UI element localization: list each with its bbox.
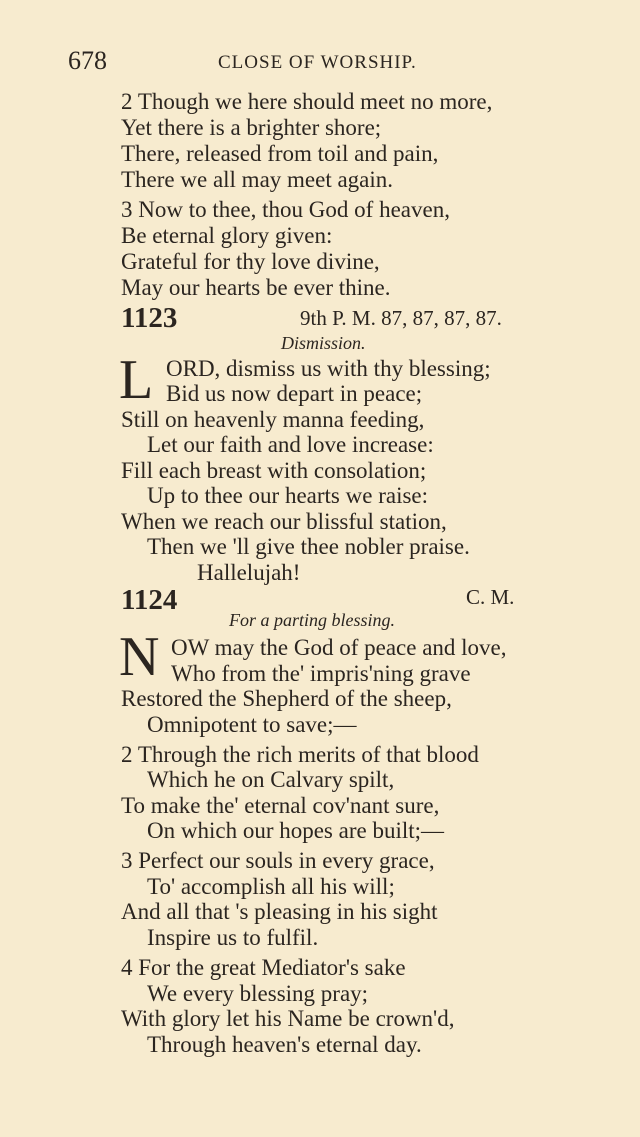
page-number: 678 — [68, 46, 107, 75]
verse-line: Up to thee our hearts we raise: — [147, 483, 429, 508]
verse-line: Through heaven's eternal day. — [147, 1032, 422, 1057]
verse-line: Bid us now depart in peace; — [166, 381, 423, 406]
running-title: CLOSE OF WORSHIP. — [218, 52, 417, 73]
hymn-title: For a parting blessing. — [229, 610, 396, 630]
verse-line: 4 For the great Mediator's sake — [121, 955, 406, 980]
verse-line: 2 Though we here should meet no more, — [121, 89, 493, 114]
verse-line: 3 Perfect our souls in every grace, — [121, 848, 435, 873]
verse-line: We every blessing pray; — [147, 981, 369, 1006]
drop-cap: N — [119, 626, 160, 688]
verse-line: Fill each breast with consolation; — [121, 458, 427, 483]
hymn-meter: 9th P. M. 87, 87, 87, 87. — [300, 306, 502, 330]
verse-line: Which he on Calvary spilt, — [147, 767, 395, 792]
page-header — [68, 44, 588, 80]
verse-line: Let our faith and love increase: — [147, 432, 434, 457]
verse-line: To' accomplish all his will; — [147, 874, 395, 899]
verse-line: Hallelujah! — [197, 560, 301, 585]
verse-line: There, released from toil and pain, — [121, 141, 439, 166]
hymn-number: 1124 — [121, 584, 178, 616]
verse-line: Restored the Shepherd of the sheep, — [121, 686, 452, 711]
verse-line: ORD, dismiss us with thy blessing; — [166, 356, 491, 381]
hymn-number: 1123 — [121, 302, 178, 334]
verse-line: Then we 'll give thee nobler praise. — [147, 534, 470, 559]
verse-line: Be eternal glory given: — [121, 223, 333, 248]
verse-line: When we reach our blissful station, — [121, 509, 447, 534]
drop-cap: L — [119, 349, 154, 411]
verse-line: To make the' eternal cov'nant sure, — [121, 793, 440, 818]
verse-line: There we all may meet again. — [121, 167, 394, 192]
verse-line: 3 Now to thee, thou God of heaven, — [121, 197, 450, 222]
verse-line: Yet there is a brighter shore; — [121, 115, 382, 140]
verse-line: And all that 's pleasing in his sight — [121, 899, 438, 924]
verse-line: Who from the' impris'ning grave — [171, 661, 471, 686]
verse-line: Still on heavenly manna feeding, — [121, 407, 425, 432]
verse-line: May our hearts be ever thine. — [121, 275, 391, 300]
hymn-meter: C. M. — [466, 585, 515, 609]
verse-line: With glory let his Name be crown'd, — [121, 1006, 455, 1031]
verse-line: 2 Through the rich merits of that blood — [121, 742, 479, 767]
verse-line: On which our hopes are built;— — [147, 818, 445, 843]
verse-line: Inspire us to fulfil. — [147, 925, 319, 950]
verse-line: OW may the God of peace and love, — [171, 635, 507, 660]
hymn-title: Dismission. — [281, 333, 366, 353]
verse-line: Grateful for thy love divine, — [121, 249, 380, 274]
verse-line: Omnipotent to save;— — [147, 712, 357, 737]
